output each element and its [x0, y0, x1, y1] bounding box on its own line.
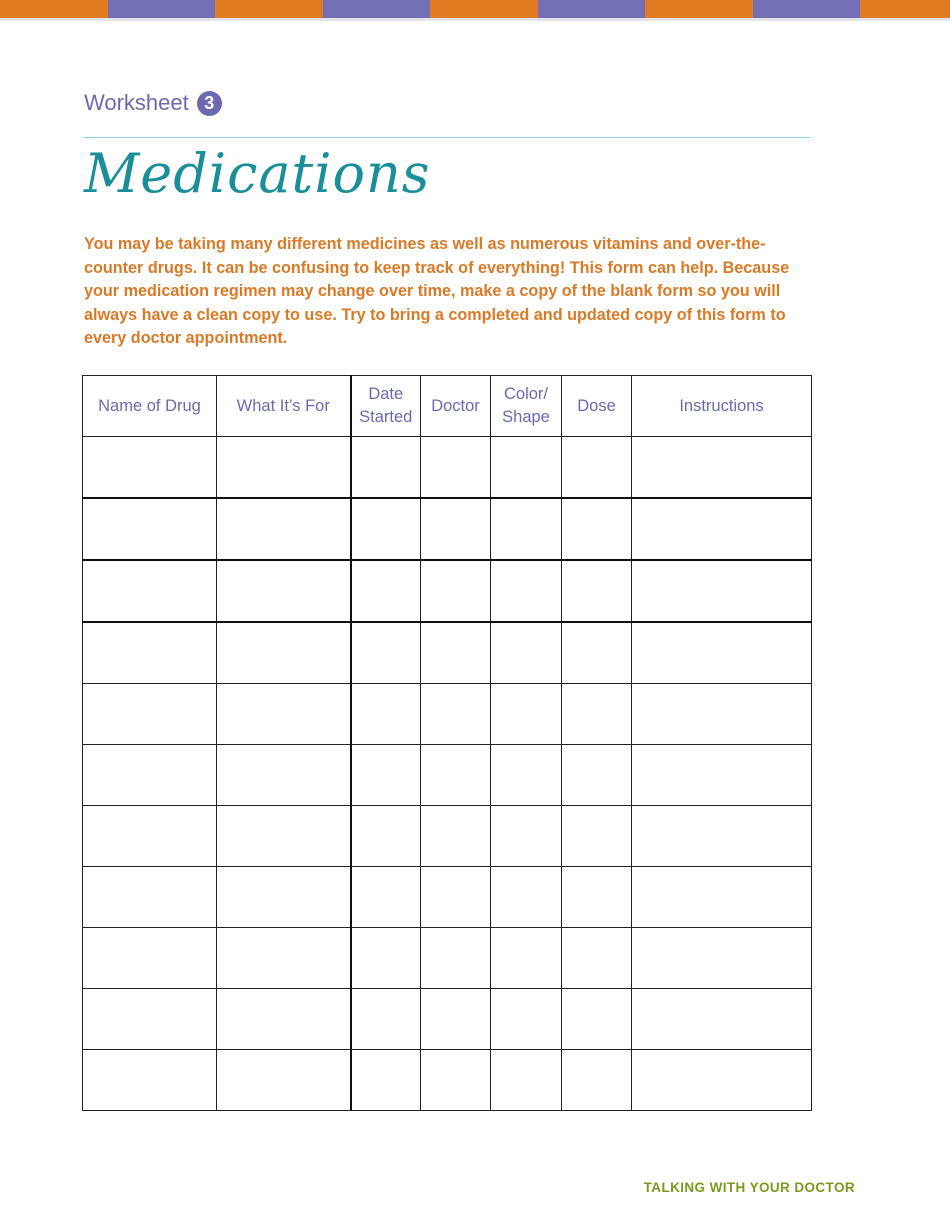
table-cell[interactable]	[491, 622, 562, 684]
table-cell[interactable]	[83, 806, 217, 867]
col-header-doctor	[421, 376, 491, 437]
table-cell[interactable]	[351, 684, 421, 745]
table-row	[83, 806, 812, 867]
table-cell[interactable]	[217, 437, 351, 499]
table-cell[interactable]	[217, 560, 351, 622]
table-cell[interactable]	[632, 498, 812, 560]
col-header-dose	[562, 376, 632, 437]
table-cell[interactable]	[491, 867, 562, 928]
table-cell[interactable]	[421, 928, 491, 989]
table-cell[interactable]	[421, 684, 491, 745]
table-cell[interactable]	[351, 622, 421, 684]
table-row	[83, 684, 812, 745]
page-title: Medications	[84, 142, 431, 205]
table-cell[interactable]	[491, 745, 562, 806]
stripe-segment	[323, 0, 431, 18]
intro-paragraph: You may be taking many different medicines as well as numerous vitamins and over-the-counter drugs. It can be confusing to keep track of everything! This form can help. Because your medication regimen may change over time, make a copy of the blank form so you will always have a clean copy to use. Try to bring a completed and updated copy of this form to every doctor appointment.	[84, 235, 790, 347]
table-cell[interactable]	[83, 684, 217, 745]
col-header-instructions	[632, 376, 812, 437]
table-cell[interactable]	[83, 745, 217, 806]
table-cell[interactable]	[421, 437, 491, 499]
table-cell[interactable]	[217, 867, 351, 928]
stripe-segment	[215, 0, 323, 18]
table-cell[interactable]	[632, 622, 812, 684]
worksheet-label	[84, 90, 222, 116]
stripe-segment	[645, 0, 753, 18]
table-cell[interactable]	[351, 928, 421, 989]
table-cell[interactable]	[217, 1050, 351, 1111]
col-header-text: Color/	[503, 385, 548, 403]
stripe-segment	[430, 0, 538, 18]
table-cell[interactable]	[83, 928, 217, 989]
table-cell[interactable]	[421, 560, 491, 622]
table-cell[interactable]	[562, 498, 632, 560]
title-divider	[84, 137, 810, 138]
table-cell[interactable]	[421, 806, 491, 867]
table-cell[interactable]	[562, 437, 632, 499]
medications-table	[82, 375, 812, 1111]
table-cell[interactable]	[562, 867, 632, 928]
top-color-stripe	[0, 0, 950, 18]
table-cell[interactable]	[351, 560, 421, 622]
table-cell[interactable]	[83, 989, 217, 1050]
table-cell[interactable]	[217, 989, 351, 1050]
table-cell[interactable]	[217, 622, 351, 684]
table-cell[interactable]	[421, 867, 491, 928]
col-header-text: Name of Drug	[98, 396, 201, 415]
table-cell[interactable]	[83, 1050, 217, 1111]
table-cell[interactable]	[351, 498, 421, 560]
col-header-text: Instructions	[679, 396, 764, 415]
table-cell[interactable]	[491, 498, 562, 560]
col-header-text: Shape	[502, 408, 550, 426]
stripe-segment	[0, 0, 108, 18]
table-row	[83, 989, 812, 1050]
table-cell[interactable]	[83, 437, 217, 499]
table-cell[interactable]	[421, 622, 491, 684]
table-cell[interactable]	[83, 622, 217, 684]
table-cell[interactable]	[217, 806, 351, 867]
table-cell[interactable]	[351, 867, 421, 928]
table-row	[83, 622, 812, 684]
table-cell[interactable]	[351, 989, 421, 1050]
col-header-text: Dose	[577, 396, 616, 415]
table-cell[interactable]	[562, 806, 632, 867]
table-body	[83, 437, 812, 1111]
table-cell[interactable]	[632, 437, 812, 499]
table-cell[interactable]	[491, 437, 562, 499]
table-cell[interactable]	[562, 989, 632, 1050]
table-cell[interactable]	[632, 560, 812, 622]
table-cell[interactable]	[562, 622, 632, 684]
table-cell[interactable]	[491, 989, 562, 1050]
table-cell[interactable]	[562, 684, 632, 745]
table-row	[83, 867, 812, 928]
stripe-segment	[108, 0, 216, 18]
stripe-segment	[538, 0, 646, 18]
table-cell[interactable]	[421, 745, 491, 806]
col-header-text: Started	[359, 408, 413, 426]
table-cell[interactable]	[351, 745, 421, 806]
table-cell[interactable]	[632, 684, 812, 745]
table-cell[interactable]	[491, 928, 562, 989]
table-cell[interactable]	[421, 498, 491, 560]
table-row	[83, 560, 812, 622]
table-row	[83, 928, 812, 989]
col-header-text: Date	[368, 385, 404, 403]
worksheet-label-text: Worksheet	[84, 90, 189, 115]
table-row	[83, 1050, 812, 1111]
table-header-row	[83, 376, 812, 437]
table-cell[interactable]	[562, 928, 632, 989]
table-cell[interactable]	[83, 498, 217, 560]
table-cell[interactable]	[217, 684, 351, 745]
stripe-segment	[753, 0, 861, 18]
col-header-name-of-drug	[83, 376, 217, 437]
table-cell[interactable]	[421, 989, 491, 1050]
table-cell[interactable]	[217, 745, 351, 806]
col-header-what-its-for	[217, 376, 351, 437]
table-cell[interactable]	[83, 560, 217, 622]
footer-text: TALKING WITH YOUR DOCTOR	[643, 1180, 855, 1195]
worksheet-number-badge: 3	[197, 91, 222, 116]
stripe-segment	[860, 0, 950, 18]
table-cell[interactable]	[421, 1050, 491, 1111]
table-cell[interactable]	[562, 560, 632, 622]
table-cell[interactable]	[632, 1050, 812, 1111]
top-divider	[0, 18, 950, 21]
table-cell[interactable]	[632, 806, 812, 867]
col-header-text: Doctor	[431, 396, 480, 415]
table-cell[interactable]	[632, 928, 812, 989]
table-row	[83, 437, 812, 499]
col-header-color-shape	[491, 376, 562, 437]
table-cell[interactable]	[632, 867, 812, 928]
table-cell[interactable]	[217, 928, 351, 989]
table-cell[interactable]	[351, 806, 421, 867]
table-row	[83, 498, 812, 560]
col-header-date-started	[351, 376, 421, 437]
table-cell[interactable]	[491, 684, 562, 745]
table-cell[interactable]	[351, 437, 421, 499]
table-cell[interactable]	[632, 989, 812, 1050]
table-row	[83, 745, 812, 806]
table-cell[interactable]	[351, 1050, 421, 1111]
table-cell[interactable]	[83, 867, 217, 928]
col-header-text: What It’s For	[236, 396, 330, 415]
table-cell[interactable]	[632, 745, 812, 806]
table-cell[interactable]	[562, 1050, 632, 1111]
table-cell[interactable]	[217, 498, 351, 560]
table-cell[interactable]	[491, 1050, 562, 1111]
table-cell[interactable]	[562, 745, 632, 806]
table-cell[interactable]	[491, 806, 562, 867]
table-cell[interactable]	[491, 560, 562, 622]
